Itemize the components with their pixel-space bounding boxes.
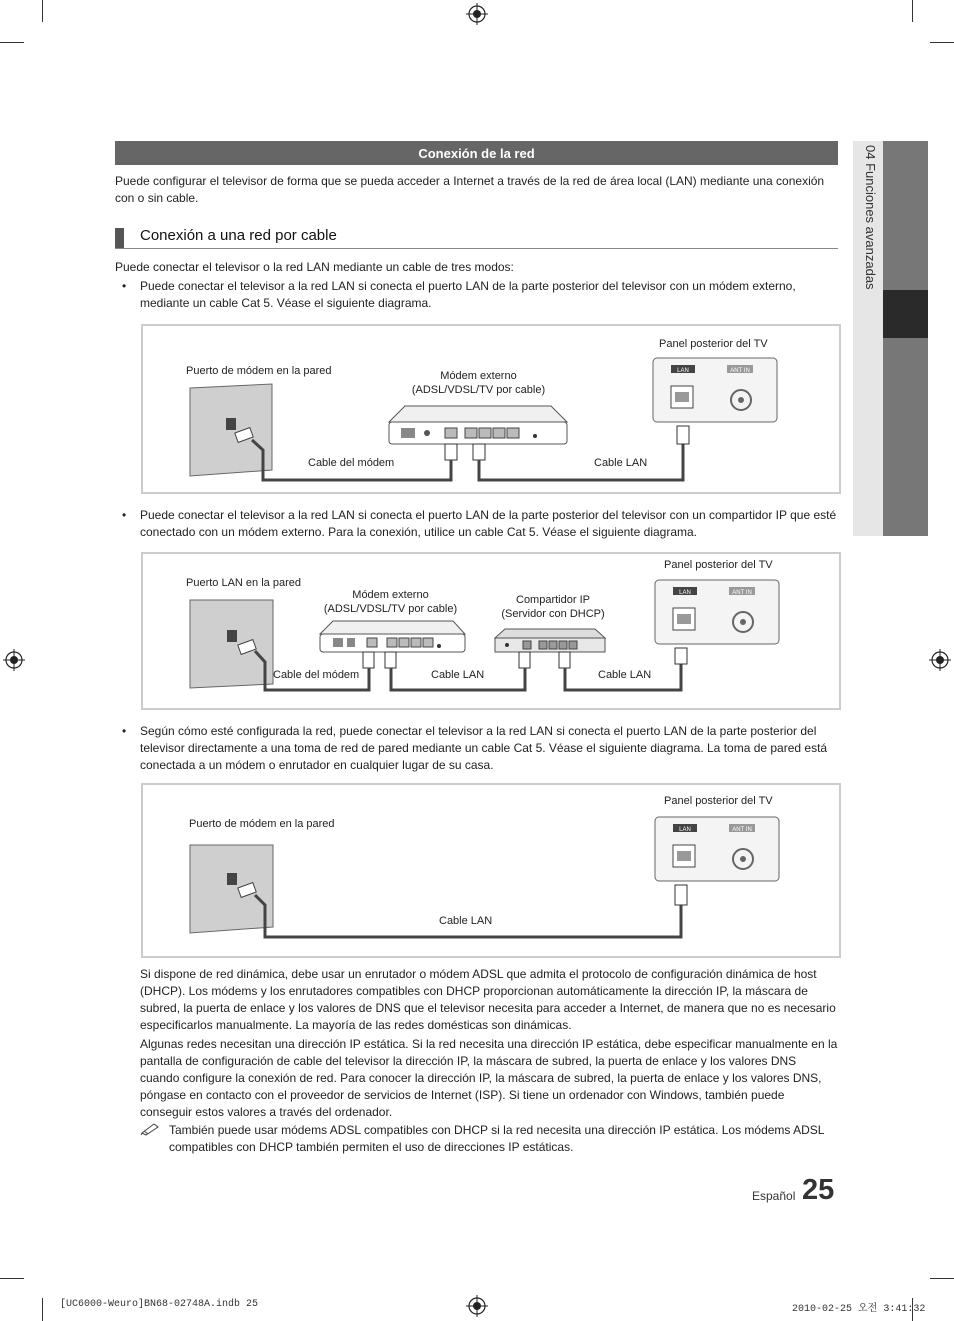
wall-socket-icon [227, 630, 237, 642]
tv-panel-label: Panel posterior del TV [659, 338, 768, 350]
diagram-ip-sharer-connection [141, 552, 841, 710]
modem-lan-port-icon [423, 638, 433, 647]
diagram-wall-connection [141, 783, 841, 958]
page-number: 25 [802, 1174, 835, 1206]
lan-cable-label: Cable LAN [431, 669, 485, 681]
modem-power-icon [424, 430, 430, 436]
modem-lan-port-icon [367, 638, 377, 647]
modem-lan-port-icon [347, 638, 355, 647]
registration-mark-icon [929, 649, 951, 671]
lan-cable-line [565, 664, 681, 690]
modem-cable-label: Cable del módem [273, 669, 360, 681]
modem-cable-label: Cable del módem [308, 457, 395, 469]
svg-text:ANT IN: ANT IN [732, 590, 752, 596]
wall-port-label: Puerto LAN en la pared [186, 577, 301, 589]
modem-body [320, 621, 465, 634]
ip-sharer-label: Compartidor IP (Servidor con DHCP) [501, 594, 605, 620]
intro-paragraph: Puede configurar el televisor de forma que se pueda acceder a Internet a través de la red de área local (LAN) mediante una conexión con o sin cable. [115, 174, 825, 205]
svg-text:LAN: LAN [677, 368, 689, 374]
bullet-item: Puede conectar el televisor a la red LAN si conecta el puerto LAN de la parte posterior del televisor con un compartidor IP que esté conectado con un módem externo. Para la conexión, utilice un cable Cat 5. Véase el siguiente diagrama. [140, 508, 837, 539]
ip-sharer-body [495, 629, 605, 638]
tv-lan-port-inner [677, 851, 691, 861]
rj45-plug-icon [675, 885, 687, 905]
modem-lan-port-icon [493, 428, 505, 438]
bullet-item: Puede conectar el televisor a la red LAN si conecta el puerto LAN de la parte posterior del televisor con un módem externo, mediante un cable Cat 5. Véase el siguiente diagrama. [140, 279, 796, 310]
lan-cable-line [391, 668, 525, 690]
bullet-dot: • [122, 508, 127, 522]
sharer-led-icon [505, 643, 509, 647]
rj45-plug-icon [559, 652, 570, 668]
subsection-title: Conexión a una red por cable [140, 227, 337, 244]
lan-cable-label: Cable LAN [594, 457, 648, 469]
bullet-dot: • [122, 724, 127, 738]
modem-front [389, 422, 567, 444]
modem-cable-line [252, 440, 451, 480]
modem-led-icon [437, 644, 441, 648]
svg-text:ANT IN: ANT IN [730, 368, 750, 374]
svg-text:LAN: LAN [679, 827, 691, 833]
side-tab-active-marker [883, 290, 928, 338]
lan-cable-label: Cable LAN [598, 669, 652, 681]
wall-shape [190, 845, 273, 933]
modem-lan-port-icon [387, 638, 397, 647]
modem-lan-port-icon [411, 638, 421, 647]
modem-lan-port-icon [445, 428, 457, 438]
modem-lan-port-icon [507, 428, 519, 438]
rj45-plug-icon [473, 444, 485, 460]
diagram-drawing [143, 326, 839, 492]
tv-lan-port-inner [677, 614, 691, 624]
crop-mark [930, 42, 954, 43]
rj45-plug-icon [445, 444, 457, 460]
modem-lan-port-icon [465, 428, 477, 438]
rj45-plug-icon [677, 426, 689, 444]
rj45-plug-icon [519, 652, 530, 668]
subsection-heading [115, 226, 838, 249]
section-title: Conexión de la red [115, 141, 838, 165]
modem-lan-port-icon [479, 428, 491, 438]
tv-lan-port-inner [675, 392, 689, 402]
side-tab-stripe [883, 141, 928, 536]
tv-panel-label: Panel posterior del TV [664, 559, 773, 571]
heading-marker [115, 228, 124, 248]
sharer-port-icon [549, 641, 557, 649]
crop-mark [0, 42, 24, 43]
svg-text:ANT IN: ANT IN [732, 827, 752, 833]
sharer-port-icon [523, 641, 531, 649]
rj45-plug-icon [363, 652, 374, 668]
modem-led-icon [533, 434, 537, 438]
static-ip-paragraph: Algunas redes necesitan una dirección IP estática. Si la red necesita una dirección IP estática, debe especificar manualmente en la pantalla de configuración de cable del televisor la dirección IP, la máscara de subred, la puerta de enlace y los valores DNS cuando configure la conexión de red. Para conocer la dirección IP, la máscara de subred, la puerta de enlace y los valores DNS, póngase en contacto con el proveedor de servicios de Internet (ISP). Si tiene un ordenador con Windows, también puede conseguir estos valores a través del ordenador. [140, 1037, 838, 1119]
chapter-label: 04 Funciones avanzadas [863, 145, 878, 290]
modem-label: Módem externo (ADSL/VDSL/TV por cable) [411, 370, 546, 396]
dhcp-paragraph: Si dispone de red dinámica, debe usar un enrutador o módem ADSL que admita el protocolo de configuración dinámica de host (DHCP). Los módems y los enrutadores compatibles con DHCP proporcionan automáticamente la dirección IP, la máscara de subred, la puerta de enlace y los valores de DNS que el televisor necesita para acceder a Internet, de manera que no es necesario especificarlos manualmente. La mayoría de las redes domésticas son dinámicas. [140, 967, 836, 1032]
modem-label: Módem externo (ADSL/VDSL/TV por cable) [323, 589, 458, 615]
crop-mark [912, 0, 913, 22]
sharer-port-icon [539, 641, 547, 649]
crop-mark [0, 1278, 24, 1279]
modem-port-icon [401, 428, 415, 438]
bullet-dot: • [122, 279, 127, 293]
wall-port-label: Puerto de módem en la pared [186, 365, 332, 377]
wall-socket-icon [226, 418, 236, 430]
note-pencil-icon [140, 1122, 160, 1136]
crop-mark [42, 1298, 43, 1321]
wall-socket-icon [227, 873, 237, 885]
diagram-modem-connection [141, 324, 841, 494]
lan-cable-line [479, 444, 683, 480]
lead-paragraph: Puede conectar el televisor o la red LAN mediante un cable de tres modos: [115, 260, 514, 274]
sharer-port-icon [559, 641, 567, 649]
modem-lan-port-icon [333, 638, 343, 647]
footer-timestamp: 2010-02-25 오전 3:41:32 [792, 1304, 926, 1315]
sharer-port-icon [569, 641, 577, 649]
lan-cable-line [255, 895, 681, 937]
svg-text:LAN: LAN [679, 590, 691, 596]
registration-mark-icon [3, 649, 25, 671]
crop-mark [42, 0, 43, 22]
diagram-drawing [143, 554, 839, 708]
bullet-item: Según cómo esté configurada la red, puede conectar el televisor a la red LAN si conecta el puerto LAN de la parte posterior del televisor directamente a una toma de red de pared mediante un cable Cat 5. Véase el siguiente diagrama. La toma de pared está conectada a un módem o enrutador en cualquier lugar de su casa. [140, 724, 828, 772]
registration-mark-icon [466, 1295, 488, 1317]
tv-panel-label: Panel posterior del TV [664, 795, 773, 807]
wall-port-label: Puerto de módem en la pared [189, 818, 335, 830]
wall-shape [190, 600, 273, 688]
registration-mark-icon [466, 3, 488, 25]
crop-mark [930, 1278, 954, 1279]
modem-lan-port-icon [399, 638, 409, 647]
rj45-plug-icon [675, 648, 687, 664]
modem-body [389, 406, 567, 422]
rj45-plug-icon [385, 652, 396, 668]
note-text: También puede usar módems ADSL compatibles con DHCP si la red necesita una dirección IP estática. Los módems ADSL compatibles con DHCP también permiten el uso de direcciones IP estáticas. [169, 1123, 825, 1154]
page-language: Español [752, 1189, 796, 1203]
diagram-drawing [143, 785, 839, 956]
lan-cable-label: Cable LAN [439, 915, 493, 927]
footer-file-info: [UC6000-Weuro]BN68-02748A.indb 25 [60, 1299, 259, 1310]
